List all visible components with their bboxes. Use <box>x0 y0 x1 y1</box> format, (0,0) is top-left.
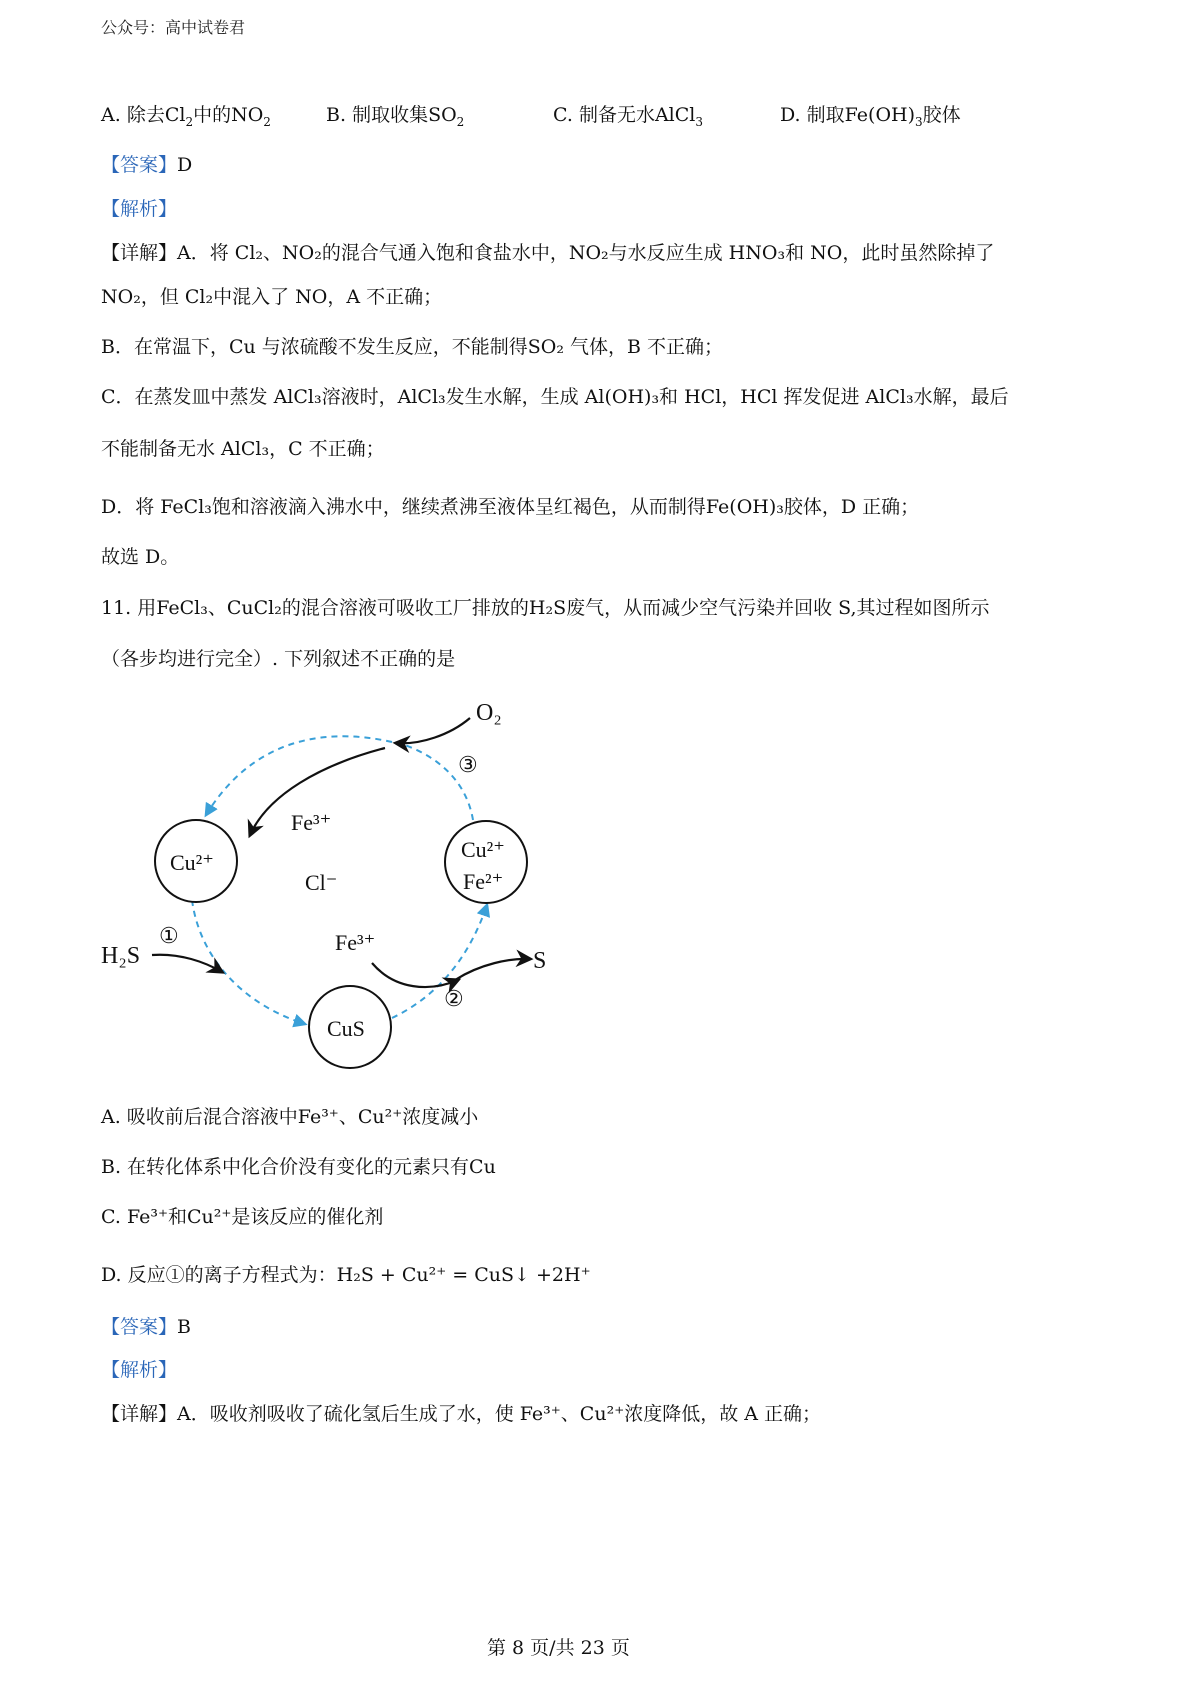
fe-right-label: Fe²⁺ <box>463 869 504 894</box>
s-arrow <box>455 959 530 980</box>
o2-arrow <box>396 718 470 743</box>
q11-answer <box>101 1316 191 1339</box>
fe3-oxidize-arrow <box>372 963 458 987</box>
q10-analysis-tag: 【解析】 <box>101 198 178 220</box>
option-text: 制取收集SO <box>352 104 457 126</box>
option-label: B. <box>326 104 347 126</box>
answer-tag: 【答案】 <box>101 154 178 176</box>
q10-detail-line-5: 不能制备无水 AlCl₃，C 不正确； <box>101 438 385 460</box>
q10-detail-line-3: B．在常温下，Cu 与浓硫酸不发生反应，不能制得SO₂ 气体，B 不正确； <box>101 336 724 358</box>
q10-detail-line-4: C．在蒸发皿中蒸发 AlCl₃溶液时，AlCl₃发生水解，生成 Al(OH)₃和 HCl，HCl 挥发促进 AlCl₃水解，最后 <box>101 386 1009 408</box>
answer-tag: 【答案】 <box>101 1316 178 1338</box>
fe3-mid-label: Fe³⁺ <box>335 930 376 955</box>
subscript: 2 <box>185 114 194 129</box>
option-text: 制备无水AlCl <box>578 104 696 126</box>
q11-option-d: D. 反应①的离子方程式为：H₂S + Cu²⁺ = CuS↓ +2H⁺ <box>101 1264 591 1286</box>
subscript: 3 <box>915 114 923 129</box>
subscript: 2 <box>263 114 271 129</box>
option-text: 中的NO <box>193 104 264 126</box>
detail-tag: 【详解】 <box>101 242 178 264</box>
option-text: 除去Cl <box>126 104 186 126</box>
detail-text: A．将 Cl₂、NO₂的混合气通入饱和食盐水中，NO₂与水反应生成 HNO₃和 NO，此时虽然除掉了 <box>177 242 995 264</box>
option-text: 制取Fe(OH) <box>806 104 916 126</box>
cu-right-label: Cu²⁺ <box>461 837 505 862</box>
detail-tag: 【详解】 <box>101 1403 178 1425</box>
q10-detail-line-6: D．将 FeCl₃饱和溶液滴入沸水中，继续煮沸至液体呈红褐色，从而制得Fe(OH)₃胶体，D 正确； <box>101 496 920 518</box>
detail-text: A．吸收剂吸收了硫化氢后生成了水，使 Fe³⁺、Cu²⁺浓度降低，故 A 正确； <box>177 1403 822 1425</box>
cl-label: Cl⁻ <box>305 870 338 895</box>
q11-option-c: C. Fe³⁺和Cu²⁺是该反应的催化剂 <box>101 1206 384 1228</box>
h2s-arrow <box>152 955 222 972</box>
q11-detail-line-1 <box>101 1403 821 1426</box>
page-header: 公众号：高中试卷君 <box>101 18 246 37</box>
option-label: C. <box>553 104 573 126</box>
h2s-label: H₂S <box>101 943 141 969</box>
answer-value: D <box>177 154 193 176</box>
subscript: 2 <box>456 114 465 129</box>
page-footer: 第 8 页/共 23 页 <box>487 1637 630 1659</box>
option-label: D. <box>780 104 801 126</box>
q11-analysis-tag: 【解析】 <box>101 1359 178 1381</box>
answer-value: B <box>177 1316 191 1338</box>
q10-detail-line-7: 故选 D。 <box>101 546 180 568</box>
cu-left-label: Cu²⁺ <box>170 850 214 875</box>
dashed-arc-left <box>192 900 305 1024</box>
s-label: S <box>533 948 547 974</box>
q11-stem-line-1: 11. 用FeCl₃、CuCl₂的混合溶液可吸收工厂排放的H₂S废气，从而减少空气污染并回收 S,其过程如图所示 <box>101 597 990 619</box>
q11-option-a: A. 吸收前后混合溶液中Fe³⁺、Cu²⁺浓度减小 <box>101 1106 479 1128</box>
option-label: A. <box>101 104 121 126</box>
subscript: 3 <box>695 114 704 129</box>
q10-detail-line-2: NO₂，但 Cl₂中混入了 NO，A 不正确； <box>101 286 443 308</box>
option-text: 胶体 <box>922 104 961 126</box>
step1-label: ① <box>159 923 179 948</box>
q11-stem-line-2: （各步均进行完全）. 下列叙述不正确的是 <box>101 648 456 670</box>
dashed-arc-top <box>206 736 392 815</box>
step3-label: ③ <box>458 752 478 777</box>
fe3-top-label: Fe³⁺ <box>291 810 332 835</box>
step2-label: ② <box>444 986 464 1011</box>
q11-option-b: B. 在转化体系中化合价没有变化的元素只有Cu <box>101 1156 496 1178</box>
o2-label: O₂ <box>476 700 502 726</box>
cus-label: CuS <box>327 1016 365 1041</box>
dashed-arc-bottom <box>392 905 487 1018</box>
